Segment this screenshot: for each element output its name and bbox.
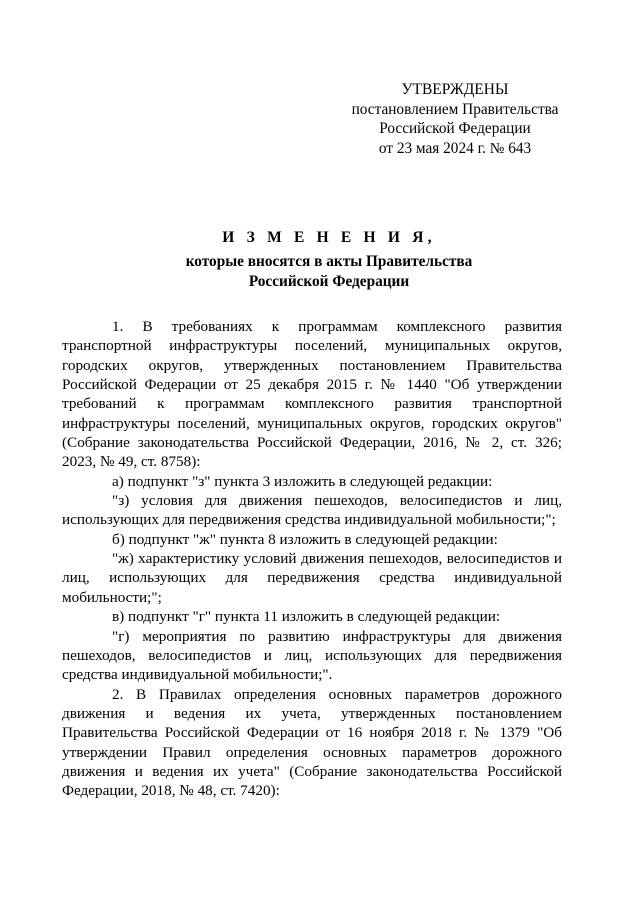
paragraph-quote-zh: "ж) характеристику условий движения пешеходов, велосипедистов и лиц, использующих для передвижения средства индивидуальной мобильности;"; xyxy=(62,550,562,606)
approval-line-2: Российской Федерации xyxy=(379,120,531,137)
document-title: И З М Е Н Е Н И Я, xyxy=(222,229,436,246)
paragraph-item-2: 2. В Правилах определения основных параметров дорожного движения и ведения их учета, утвержденных постановлением Правительства Российской Федерации от 16 ноября 2018 г. № 1379 "Об утверждении Правил определения основных параметров дорожного движения и ведения их учета" (Собрание законодательства Российской Федерации, 2018, № 48, ст. 7420): xyxy=(62,685,562,800)
approval-stamp xyxy=(340,80,570,158)
document-subtitle-line-1: которые вносятся в акты Правительства xyxy=(185,253,473,270)
paragraph-subitem-a: а) подпункт "з" пункта 3 изложить в следующей редакции: xyxy=(112,472,493,490)
document-subtitle-line-2: Российской Федерации xyxy=(248,272,410,290)
paragraph-quote-g: "г) мероприятия по развитию инфраструктуры для движения пешеходов, велосипедистов и лиц, использующих для передвижения средства индивидуальной мобильности;". xyxy=(62,627,562,684)
document-title-block xyxy=(0,228,640,291)
approval-heading: УТВЕРЖДЕНЫ xyxy=(401,81,509,98)
approval-line-3: от 23 мая 2024 г. № 643 xyxy=(378,139,532,157)
paragraph-subitem-v: в) подпункт "г" пункта 11 изложить в следующей редакции: xyxy=(112,608,501,626)
approval-line-1: постановлением Правительства xyxy=(351,100,559,118)
document-body xyxy=(62,317,562,801)
paragraph-subitem-b: б) подпункт "ж" пункта 8 изложить в следующей редакции: xyxy=(112,530,498,548)
paragraph-item-1: 1. В требованиях к программам комплексного развития транспортной инфраструктуры поселений, муниципальных округов, городских округов, утвержденных постановлением Правительства Российской Федерации от 25 декабря 2015 г. № 1440 "Об утверждении требований к программам комплексного развития транспортной инфраструктуры поселений, муниципальных округов, городских округов" (Собрание законодательства Российской Федерации, 2016, № 2, ст. 326; 2023, № 49, ст. 8758): xyxy=(62,318,562,471)
paragraph-quote-z: "з) условия для движения пешеходов, велосипедистов и лиц, использующих для передвижения средства индивидуальной мобильности;"; xyxy=(62,492,562,529)
